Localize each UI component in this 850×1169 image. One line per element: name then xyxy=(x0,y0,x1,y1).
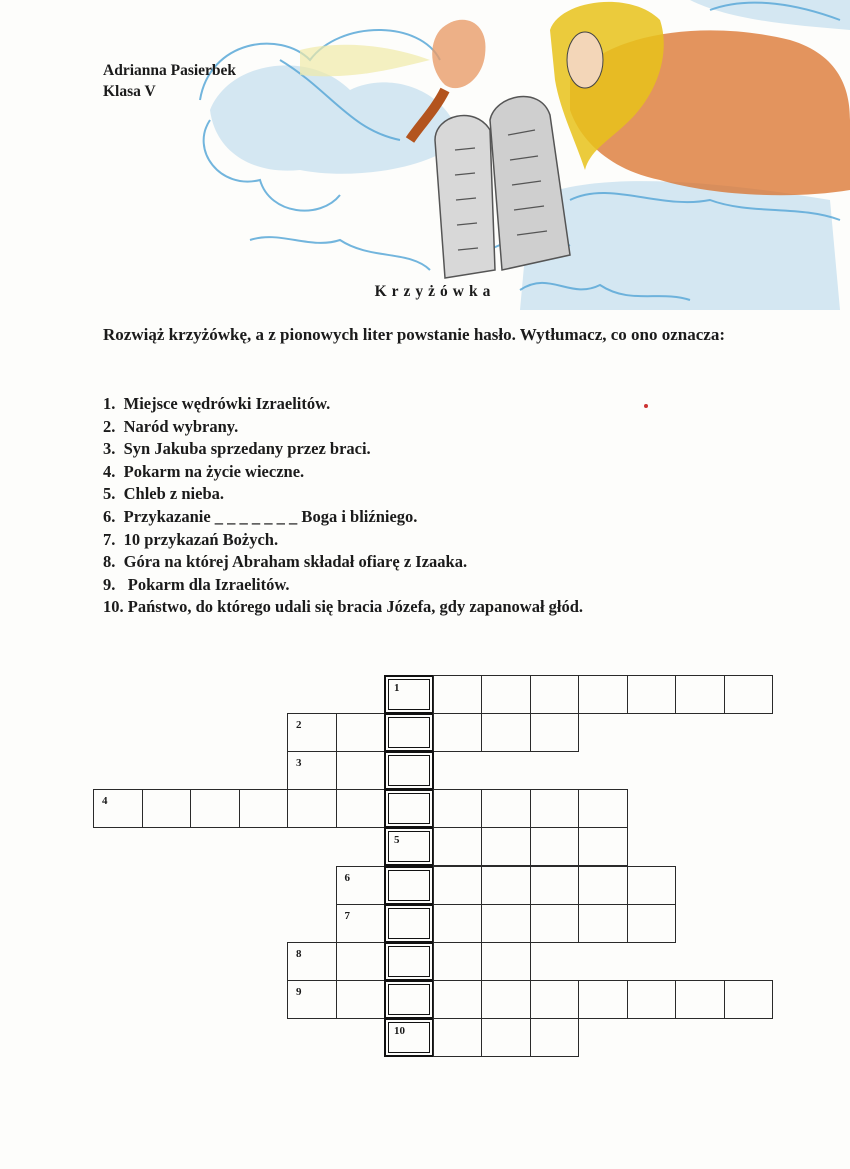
clue-item: 10. Państwo, do którego udali się bracia Józefa, gdy zapanował głód. xyxy=(103,597,584,617)
crossword-cell[interactable] xyxy=(675,675,725,714)
crossword-cell[interactable] xyxy=(578,904,628,943)
crossword-cell[interactable] xyxy=(287,713,337,752)
crossword-cell[interactable] xyxy=(530,866,580,905)
crossword-cell[interactable] xyxy=(578,980,628,1019)
instruction-text: Rozwiąż krzyżówkę, a z pionowych liter powstanie hasło. Wytłumacz, co ono oznacza: xyxy=(103,325,726,344)
clue-item: 3. Syn Jakuba sprzedany przez braci. xyxy=(103,439,371,459)
crossword-cell[interactable] xyxy=(481,980,531,1019)
crossword-key-cell[interactable] xyxy=(384,942,434,981)
crossword-key-cell[interactable] xyxy=(384,827,434,866)
crossword-key-cell[interactable] xyxy=(384,866,434,905)
clue-number: 8 xyxy=(296,947,302,960)
crossword-cell[interactable] xyxy=(530,675,580,714)
crossword-cell[interactable] xyxy=(287,980,337,1019)
crossword-cell[interactable] xyxy=(627,866,677,905)
clue-number: 2 xyxy=(296,719,302,732)
crossword-cell[interactable] xyxy=(433,904,483,943)
crossword-cell[interactable] xyxy=(481,713,531,752)
crossword-cell[interactable] xyxy=(530,713,580,752)
clue-number: 9 xyxy=(296,985,302,998)
crossword-cell[interactable] xyxy=(481,866,531,905)
crossword-cell[interactable] xyxy=(287,942,337,981)
page-title: Krzyżówka xyxy=(374,283,496,300)
crossword-key-cell[interactable] xyxy=(384,789,434,828)
crossword-cell[interactable] xyxy=(433,827,483,866)
clue-item: 7. 10 przykazań Bożych. xyxy=(103,529,279,549)
clue-number: 7 xyxy=(344,909,350,922)
crossword-key-cell[interactable] xyxy=(384,675,434,714)
crossword-cell[interactable] xyxy=(336,942,386,981)
crossword-cell[interactable] xyxy=(627,675,677,714)
crossword-cell[interactable] xyxy=(724,675,774,714)
crossword-cell[interactable] xyxy=(481,1018,531,1057)
crossword-cell[interactable] xyxy=(190,789,240,828)
clue-item: 5. Chleb z nieba. xyxy=(103,484,225,504)
clue-item: 6. Przykazanie _ _ _ _ _ _ _ Boga i bliźniego. xyxy=(103,506,418,526)
crossword-cell[interactable] xyxy=(627,904,677,943)
crossword-cell[interactable] xyxy=(433,1018,483,1057)
crossword-cell[interactable] xyxy=(530,1018,580,1057)
crossword-cell[interactable] xyxy=(530,827,580,866)
crossword-cell[interactable] xyxy=(336,866,386,905)
crossword-key-cell[interactable] xyxy=(384,904,434,943)
clue-number: 5 xyxy=(394,834,400,847)
clue-item: 8. Góra na której Abraham składał ofiarę z Izaaka. xyxy=(103,552,468,572)
crossword-cell[interactable] xyxy=(627,980,677,1019)
crossword-cell[interactable] xyxy=(93,789,143,828)
crossword-cell[interactable] xyxy=(433,713,483,752)
clue-item: 2. Naród wybrany. xyxy=(103,416,239,436)
clue-number: 1 xyxy=(394,682,400,694)
crossword-cell[interactable] xyxy=(578,866,628,905)
clue-number: 10 xyxy=(394,1024,405,1037)
author-class: Klasa V xyxy=(103,83,156,100)
crossword-cell[interactable] xyxy=(578,827,628,866)
crossword-cell[interactable] xyxy=(481,789,531,828)
author-name: Adrianna Pasierbek xyxy=(103,62,237,79)
crossword-cell[interactable] xyxy=(481,675,531,714)
crossword-cell[interactable] xyxy=(481,827,531,866)
crossword-cell[interactable] xyxy=(287,751,337,790)
crossword-cell[interactable] xyxy=(433,866,483,905)
crossword-cell[interactable] xyxy=(433,980,483,1019)
clue-item: 1. Miejsce wędrówki Izraelitów. xyxy=(103,394,331,413)
crossword-cell[interactable] xyxy=(336,789,386,828)
crossword-cell[interactable] xyxy=(481,904,531,943)
crossword-cell[interactable] xyxy=(287,789,337,828)
crossword-cell[interactable] xyxy=(675,980,725,1019)
crossword-key-cell[interactable] xyxy=(384,1018,434,1057)
crossword-cell[interactable] xyxy=(724,980,774,1019)
crossword-cell[interactable] xyxy=(578,789,628,828)
crossword-cell[interactable] xyxy=(530,980,580,1019)
crossword-cell[interactable] xyxy=(336,713,386,752)
crossword-cell[interactable] xyxy=(239,789,289,828)
crossword-cell[interactable] xyxy=(433,942,483,981)
crossword-key-cell[interactable] xyxy=(384,980,434,1019)
crossword-key-cell[interactable] xyxy=(384,713,434,752)
crossword-cell[interactable] xyxy=(433,675,483,714)
crossword-cell[interactable] xyxy=(336,904,386,943)
clue-item: 9. Pokarm dla Izraelitów. xyxy=(103,574,290,594)
crossword-cell[interactable] xyxy=(433,789,483,828)
crossword-cell[interactable] xyxy=(530,789,580,828)
crossword-cell[interactable] xyxy=(578,675,628,714)
crossword-cell[interactable] xyxy=(481,942,531,981)
crossword-cell[interactable] xyxy=(530,904,580,943)
clue-number: 4 xyxy=(102,795,108,808)
clue-item: 4. Pokarm na życie wieczne. xyxy=(103,461,305,481)
clue-number: 6 xyxy=(344,871,350,884)
clue-number: 3 xyxy=(296,757,302,770)
crossword-key-cell[interactable] xyxy=(384,751,434,790)
crossword-cell[interactable] xyxy=(336,751,386,790)
crossword-cell[interactable] xyxy=(336,980,386,1019)
crossword-cell[interactable] xyxy=(142,789,192,828)
